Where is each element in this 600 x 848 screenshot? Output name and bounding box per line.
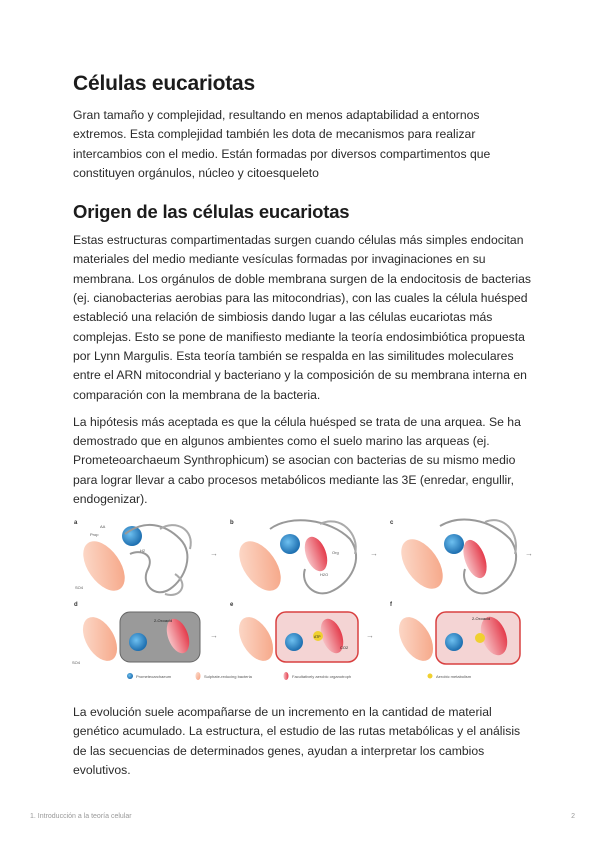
svg-text:→: →	[366, 631, 374, 640]
page-number: 2	[571, 813, 575, 820]
section-title: Origen de las células eucariotas	[73, 201, 350, 223]
label-oxoacid: 2-Oxoacid	[154, 618, 173, 623]
legend-item: Facultatively aerobic organotroph	[292, 674, 352, 679]
legend-item: Aerobic metabolism	[436, 674, 472, 679]
legend-item: Sulphate-reducing bacteria	[204, 674, 252, 679]
label-aa: AA	[100, 524, 106, 529]
page-footer	[30, 813, 575, 820]
label-h2o: H2O	[320, 572, 329, 577]
panel-c	[390, 520, 516, 597]
svg-text:→: →	[525, 549, 533, 558]
paragraph-origin: Estas estructuras compartimentadas surgen cuando células más simples endocitan materiales del medio mediante vesículas formadas por invaginaciones en su membrana. Los orgánulos de doble membrana surgen de la endocitosis de bacterias (ej. cianobacterias aerobias para las mitocondrias), con las cuales la célula huésped estableció una relación de simbiosis dando lugar a las células eucariotas más complejas. Esto se pone de manifiesto mediante la teoría endosimbiótica propuesta por Lynn Margulis. Esta teoría también se respalda en las similitudes moleculares entre el ARN mitocondrial y bacteriano y la composición de su membrana interna en comparación con la membrana de la bacteria.	[73, 233, 531, 402]
legend-organotroph-icon	[284, 672, 289, 680]
panel-label: a	[74, 520, 78, 526]
panel-e	[230, 602, 358, 667]
svg-text:2-Oxoacid: 2-Oxoacid	[472, 616, 491, 621]
legend-aerobic-icon	[428, 674, 433, 679]
organotroph-cell	[300, 534, 331, 575]
legend-bacteria-icon	[196, 672, 201, 680]
panel-label: b	[230, 520, 234, 526]
svg-text:→: →	[210, 549, 218, 558]
paragraph-evolution: La evolución suele acompañarse de un incremento en la cantidad de material genético acumulado. La estructura, el estudio de las rutas metabólicas y el análisis de las secuencias de determinados genes, ayudan a interpretar los cambios evolutivos.	[73, 705, 521, 777]
svg-text:→: →	[370, 549, 378, 558]
label-co2: CO2	[340, 645, 349, 650]
svg-text:SO4: SO4	[72, 660, 81, 665]
panel-b	[230, 520, 356, 598]
label-prop: Prop	[90, 532, 99, 537]
paragraph-hypothesis: La hipótesis más aceptada es que la célula huésped se trata de una arquea. Se ha demostrado que en algunos ambientes como el suelo marino las arqueas (ej. Prometeoarchaeum Synthrophicum) se asocian con bacterias de su mismo medio para lograr llevar a cabo procesos metabólicos mediante las 3E (enredar, engullir, endogenizar).	[73, 414, 521, 507]
panel-label: f	[390, 602, 392, 608]
label-org: Org	[332, 550, 339, 555]
page-title: Células eucariotas	[73, 72, 255, 95]
figure-legend	[127, 672, 472, 680]
intro-paragraph: Gran tamaño y complejidad, resultando en menos adaptabilidad a entornos extremos. Esta complejidad también les dota de mecanismos para realizar intercambios con el medio. Están formadas por diversos compartimentos que constituyen orgánulos, núcleo y citoesqueleto	[73, 108, 491, 180]
footer-chapter: 1. Introducción a la teoría celular	[30, 813, 132, 820]
legend-item: Prometeoarchaeum	[136, 674, 172, 679]
bacteria-cell	[75, 534, 133, 598]
label-h2: H2	[140, 548, 146, 553]
label-so4: SO4	[75, 585, 84, 590]
panel-label: e	[230, 602, 234, 608]
panel-f	[390, 602, 520, 667]
endosymbiosis-figure	[70, 514, 540, 684]
svg-text:→: →	[210, 631, 218, 640]
panel-a	[74, 520, 191, 598]
label-atp: ATP	[314, 635, 321, 639]
page-content	[73, 72, 533, 525]
panel-label: c	[390, 520, 394, 526]
panel-label: d	[74, 602, 78, 608]
panel-d	[72, 602, 200, 667]
legend-archaea-icon	[127, 673, 133, 679]
